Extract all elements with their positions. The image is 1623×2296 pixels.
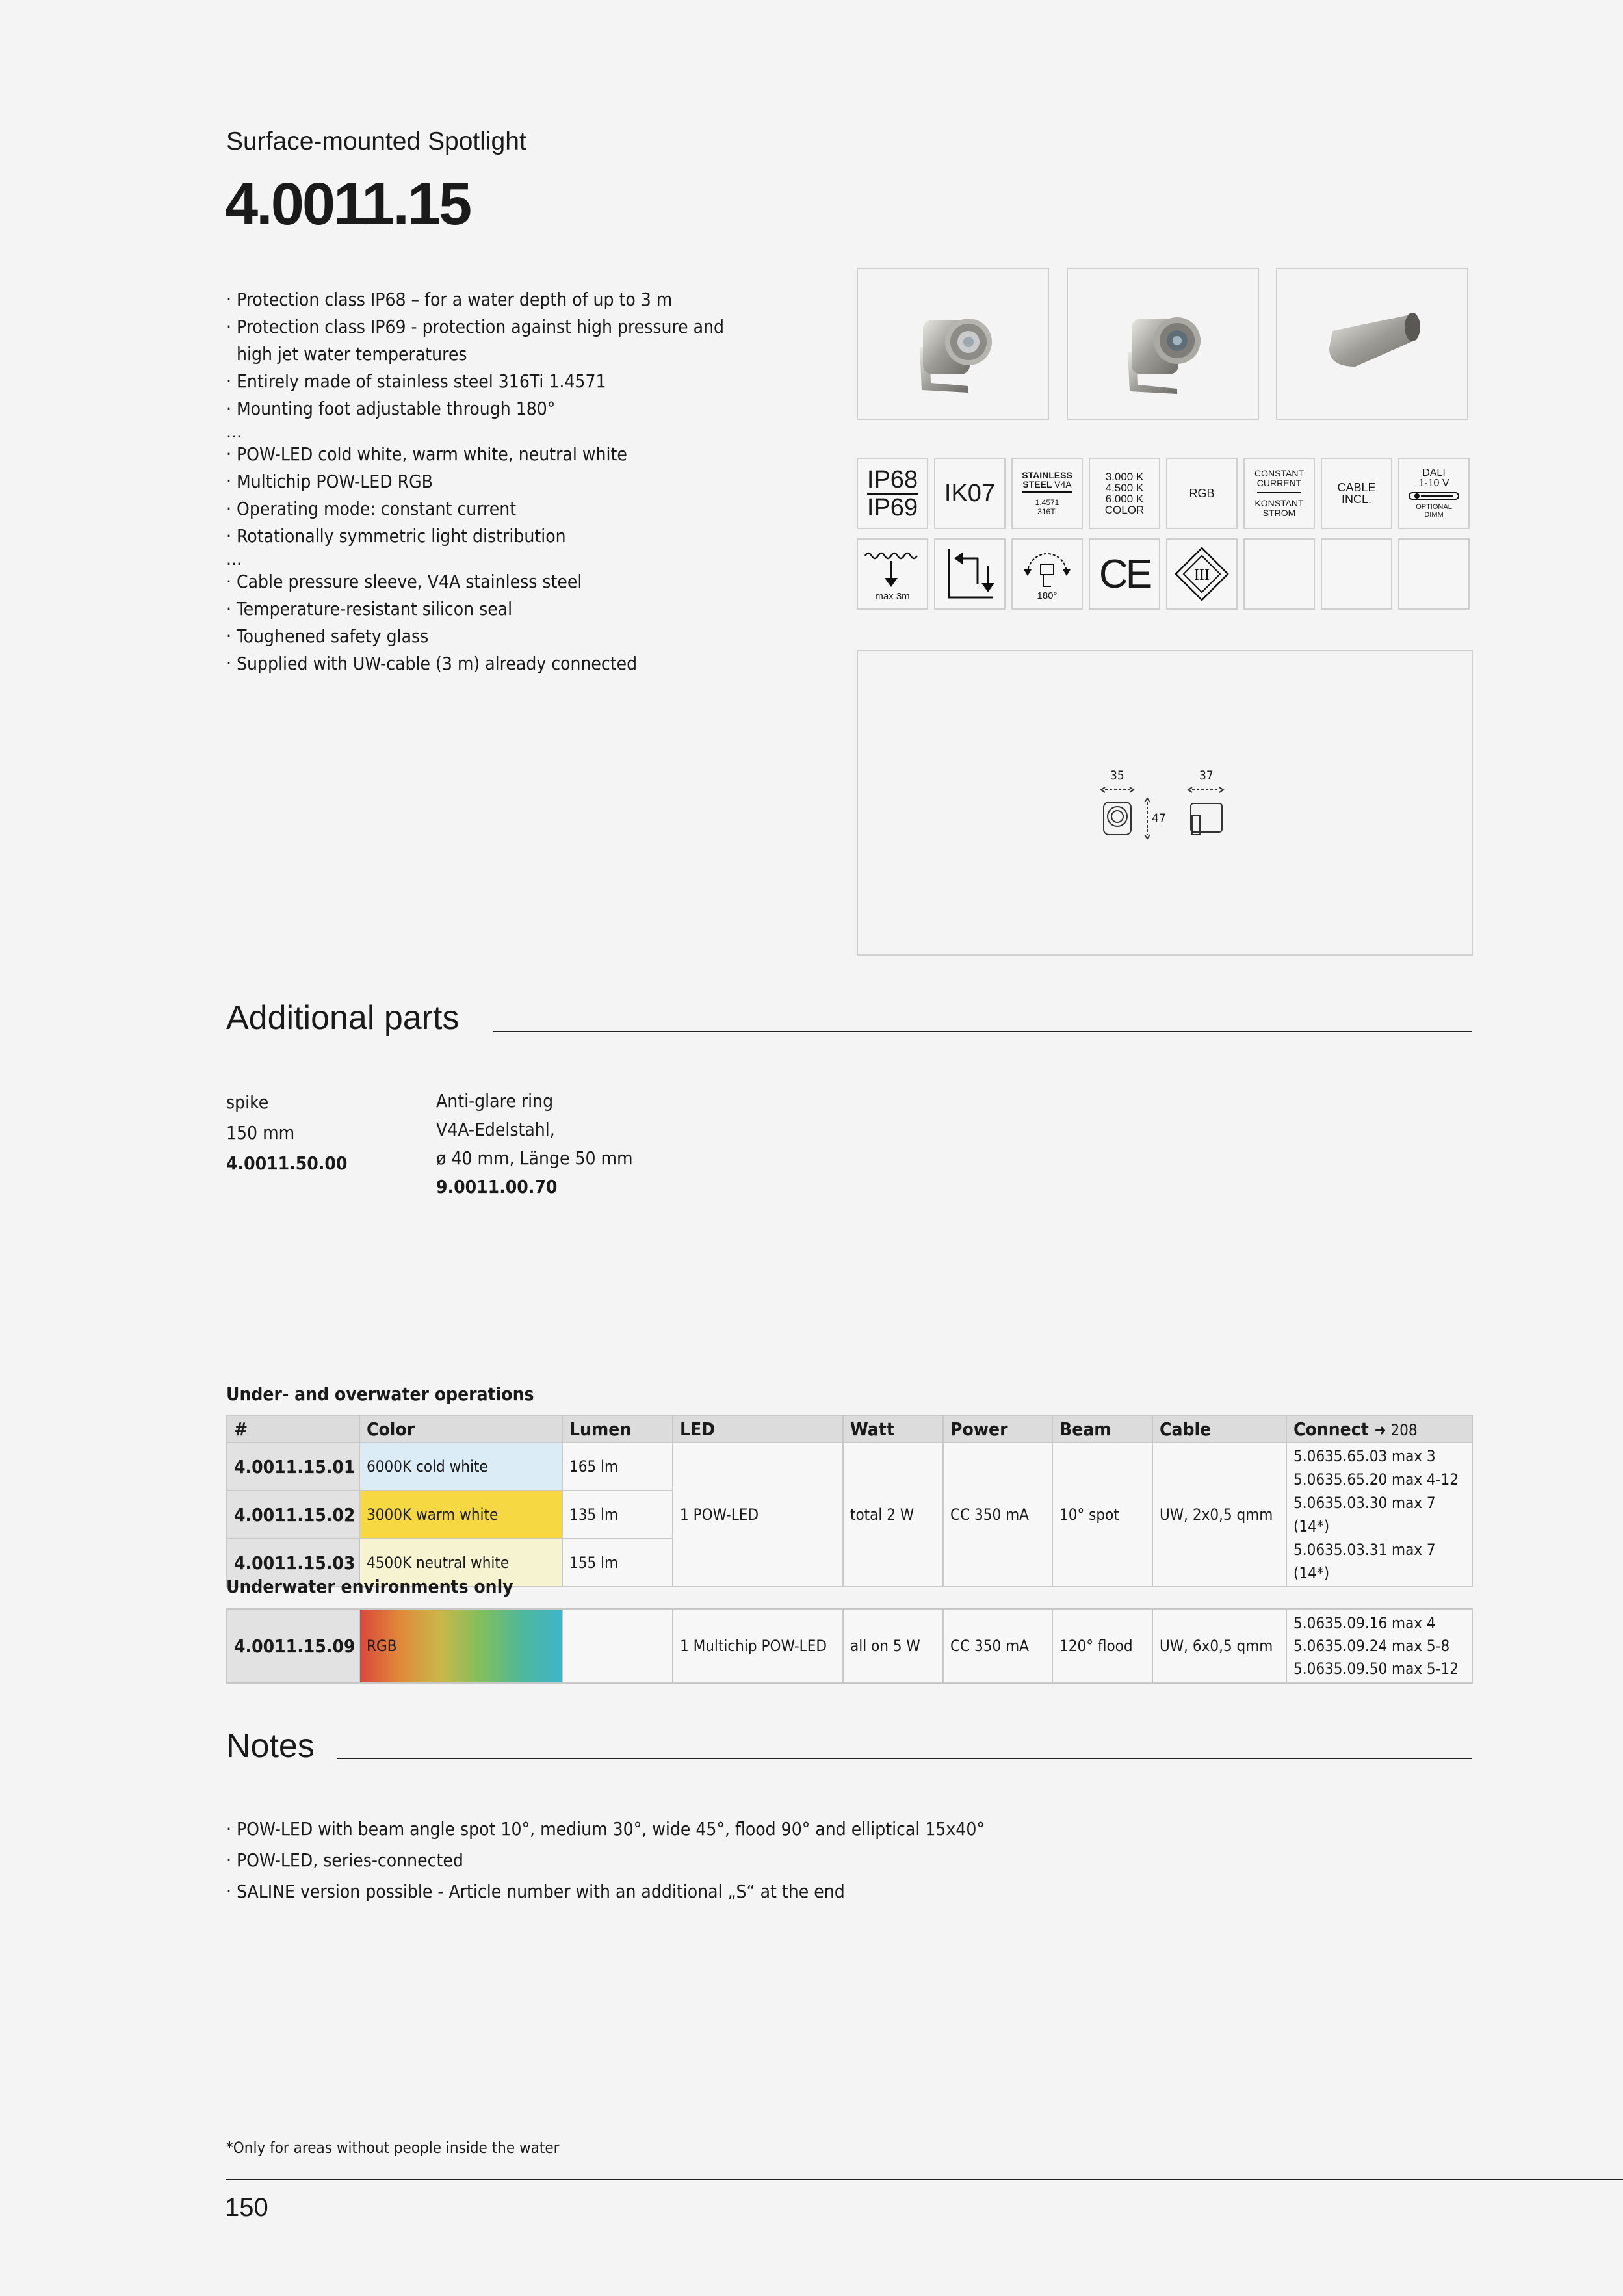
note-item: · POW-LED with beam angle spot 10°, medium 30°, wide 45°, flood 90° and elliptical 15x40°: [226, 1818, 985, 1840]
feature-item: · Toughened safety glass: [226, 625, 429, 647]
steel-label-2: STEEL: [1022, 479, 1052, 489]
ip68-ip69-icon: [857, 458, 928, 529]
lumen-cell: [562, 1609, 673, 1683]
notes-list: [226, 1814, 985, 1907]
footnote: *Only for areas without people inside the water: [226, 2139, 560, 2157]
empty-icon-slot: [1243, 538, 1315, 610]
part-line: ø 40 mm, Länge 50 mm: [436, 1147, 633, 1169]
max-depth-icon: [857, 538, 928, 610]
feature-item: · Entirely made of stainless steel 316Ti 1.4571: [226, 371, 606, 392]
feature-item: · Protection class IP68 – for a water depth of up to 3 m: [226, 289, 673, 310]
led-cell: 1 Multichip POW-LED: [673, 1609, 843, 1683]
color-cell-warm: 3000K warm white: [359, 1491, 562, 1539]
ik07-icon: [934, 458, 1006, 529]
empty-icon-slot: [1321, 538, 1392, 610]
connect-line: 5.0635.03.31 max 7 (14*): [1293, 1541, 1436, 1582]
connect-cell: [1286, 1442, 1472, 1587]
table-row: [227, 1609, 1472, 1683]
mounting-arrows-icon: [937, 543, 1002, 605]
product-image-front: [857, 268, 1049, 420]
product-image-glare-ring: [1276, 268, 1468, 420]
part-line: V4A-Edelstahl,: [436, 1119, 555, 1140]
note-item: · SALINE version possible - Article number with an additional „S“ at the end: [226, 1881, 845, 1902]
connect-line: 5.0635.09.16 max 4: [1293, 1613, 1436, 1632]
dali-label-1: DALI: [1422, 467, 1446, 478]
spec-table-overwater: [226, 1415, 1473, 1587]
product-subtitle: Surface-mounted Spotlight: [226, 127, 526, 155]
stainless-steel-icon: [1011, 458, 1083, 529]
dim-width-front: 35: [1110, 768, 1124, 783]
kelvin-6000: 6.000 K: [1105, 493, 1144, 505]
connect-line: 5.0635.09.50 max 5-12: [1293, 1659, 1459, 1678]
article-cell: 4.0011.15.03: [227, 1539, 359, 1587]
feature-item: · Operating mode: constant current: [226, 498, 517, 519]
note-item: · POW-LED, series-connected: [226, 1849, 463, 1871]
product-image-angle: [1067, 268, 1259, 420]
lumen-cell: 155 lm: [562, 1539, 673, 1587]
spec-table-underwater: [226, 1608, 1473, 1684]
dali-label-2: 1-10 V: [1418, 478, 1449, 489]
part-anti-glare-ring: [436, 1087, 633, 1201]
notes-heading: Notes: [226, 1727, 315, 1765]
table-row: [227, 1442, 1472, 1491]
dali-label-4: DIMM: [1424, 511, 1444, 519]
part-line: 150 mm: [226, 1122, 295, 1143]
watt-cell: all on 5 W: [843, 1609, 943, 1683]
cc-label-2: CURRENT: [1257, 478, 1301, 493]
cable-label-1: CABLE: [1337, 481, 1376, 494]
color-cell-cold: 6000K cold white: [359, 1442, 562, 1491]
col-header-connect: [1286, 1415, 1472, 1442]
kelvin-color: COLOR: [1104, 504, 1145, 516]
connect-cell: [1286, 1609, 1472, 1683]
article-cell: 4.0011.15.01: [227, 1442, 359, 1491]
rotation-label: 180°: [1037, 590, 1058, 601]
part-spike: [226, 1087, 347, 1179]
article-cell: 4.0011.15.02: [227, 1491, 359, 1539]
water-depth-icon: [860, 547, 925, 592]
page-number: 150: [225, 2193, 268, 2222]
cable-cell: UW, 6x0,5 qmm: [1152, 1609, 1286, 1683]
power-cell: CC 350 mA: [943, 1442, 1052, 1587]
protection-class-3-icon: [1166, 538, 1238, 610]
article-cell: 4.0011.15.09: [227, 1609, 359, 1683]
additional-parts-heading: Additional parts: [226, 999, 460, 1037]
dimension-drawing: [857, 650, 1473, 956]
col-header: Beam: [1052, 1415, 1152, 1442]
rotation-180-icon: [1011, 538, 1083, 610]
col-header: Color: [359, 1415, 562, 1442]
article-number-title: 4.0011.15: [225, 171, 471, 237]
feature-item: · Multichip POW-LED RGB: [226, 471, 433, 492]
cc-label-1: CONSTANT: [1254, 468, 1304, 478]
cable-label-2: INCL.: [1341, 493, 1371, 506]
feature-separator: ...: [226, 548, 242, 569]
dimension-sketch: [858, 651, 1472, 954]
class-iii-diamond-icon: [1171, 543, 1233, 605]
connect-page-ref: ➜ 208: [1374, 1420, 1418, 1439]
cc-label-4: STROM: [1262, 508, 1296, 518]
connect-label: Connect: [1293, 1418, 1369, 1440]
ip69-label: IP69: [866, 493, 918, 521]
rgb-label: RGB: [1189, 486, 1215, 500]
max-depth-label: max 3m: [875, 590, 910, 602]
table-header-row: [227, 1415, 1472, 1442]
feature-item: · Supplied with UW-cable (3 m) already connected: [226, 653, 638, 674]
rotation-arrow-icon: [1016, 547, 1078, 593]
kelvin-4500: 4.500 K: [1105, 482, 1144, 494]
lumen-cell: 135 lm: [562, 1491, 673, 1539]
color-temperature-icon: [1089, 458, 1160, 529]
feature-separator: ...: [226, 421, 242, 442]
beam-cell: 120° flood: [1052, 1609, 1152, 1683]
watt-cell: total 2 W: [843, 1442, 943, 1587]
heading-rule: [493, 1031, 1472, 1032]
dim-width-side: 37: [1199, 768, 1214, 783]
steel-label-3: V4A: [1054, 479, 1072, 489]
feature-item: · Cable pressure sleeve, V4A stainless steel: [226, 571, 582, 592]
dimmer-slider-icon: [1408, 490, 1460, 502]
feature-item: · Mounting foot adjustable through 180°: [226, 398, 556, 419]
connect-line: 5.0635.65.03 max 3: [1293, 1447, 1436, 1465]
col-header: LED: [673, 1415, 843, 1442]
cc-label-3: KONSTANT: [1254, 498, 1304, 508]
steel-label-4: 1.4571: [1035, 498, 1059, 507]
col-header: Cable: [1152, 1415, 1286, 1442]
col-header: Lumen: [562, 1415, 673, 1442]
part-number: 9.0011.00.70: [436, 1176, 558, 1197]
ik07-label: IK07: [944, 479, 996, 507]
feature-item: · Temperature-resistant silicon seal: [226, 598, 513, 620]
feature-item: · Rotationally symmetric light distribution: [226, 525, 566, 547]
feature-item: high jet water temperatures: [237, 343, 467, 365]
feature-item: · POW-LED cold white, warm white, neutral white: [226, 443, 627, 465]
dim-height: 47: [1152, 811, 1166, 826]
connect-line: 5.0635.03.30 max 7 (14*): [1293, 1494, 1436, 1535]
col-header: #: [227, 1415, 359, 1442]
ce-mark-icon: [1089, 538, 1160, 610]
led-cell: 1 POW-LED: [673, 1442, 843, 1587]
dali-label-3: OPTIONAL: [1416, 503, 1452, 511]
feature-item: · Protection class IP69 - protection against high pressure and: [226, 316, 725, 337]
kelvin-3000: 3.000 K: [1105, 471, 1144, 483]
table1-title: Under- and overwater operations: [226, 1383, 534, 1405]
ip68-label: IP68: [866, 465, 918, 493]
part-line: spike: [226, 1091, 269, 1113]
heading-rule: [337, 1758, 1472, 1759]
color-cell-neutral: 4500K neutral white: [359, 1539, 562, 1587]
feature-list: [226, 286, 811, 677]
footer-rule: [226, 2179, 1623, 2180]
beam-cell: 10° spot: [1052, 1442, 1152, 1587]
cable-included-icon: [1321, 458, 1392, 529]
connect-line: 5.0635.09.24 max 5-8: [1293, 1636, 1450, 1655]
dali-dimming-icon: [1398, 458, 1470, 529]
connect-line: 5.0635.65.20 max 4-12: [1293, 1470, 1459, 1489]
rgb-icon: [1166, 458, 1238, 529]
anti-glare-ring-image: [1277, 269, 1467, 419]
mounting-adjust-icon: [934, 538, 1006, 610]
lumen-cell: 165 lm: [562, 1442, 673, 1491]
table2-title: Underwater environments only: [226, 1576, 513, 1597]
steel-label-1: STAINLESS: [1022, 470, 1072, 480]
col-header: Watt: [843, 1415, 943, 1442]
ce-label: CE: [1098, 551, 1150, 597]
empty-icon-slot: [1398, 538, 1470, 610]
constant-current-icon: [1243, 458, 1315, 529]
power-cell: CC 350 mA: [943, 1609, 1052, 1683]
col-header: Power: [943, 1415, 1052, 1442]
spotlight-front-image: [858, 269, 1048, 419]
part-number: 4.0011.50.00: [226, 1153, 348, 1174]
class-iii-label: III: [1194, 567, 1210, 584]
part-line: Anti-glare ring: [436, 1090, 554, 1112]
cable-cell: UW, 2x0,5 qmm: [1152, 1442, 1286, 1587]
color-cell-rgb: RGB: [359, 1609, 562, 1683]
steel-label-5: 316Ti: [1037, 507, 1057, 516]
spotlight-angle-image: [1068, 269, 1258, 419]
